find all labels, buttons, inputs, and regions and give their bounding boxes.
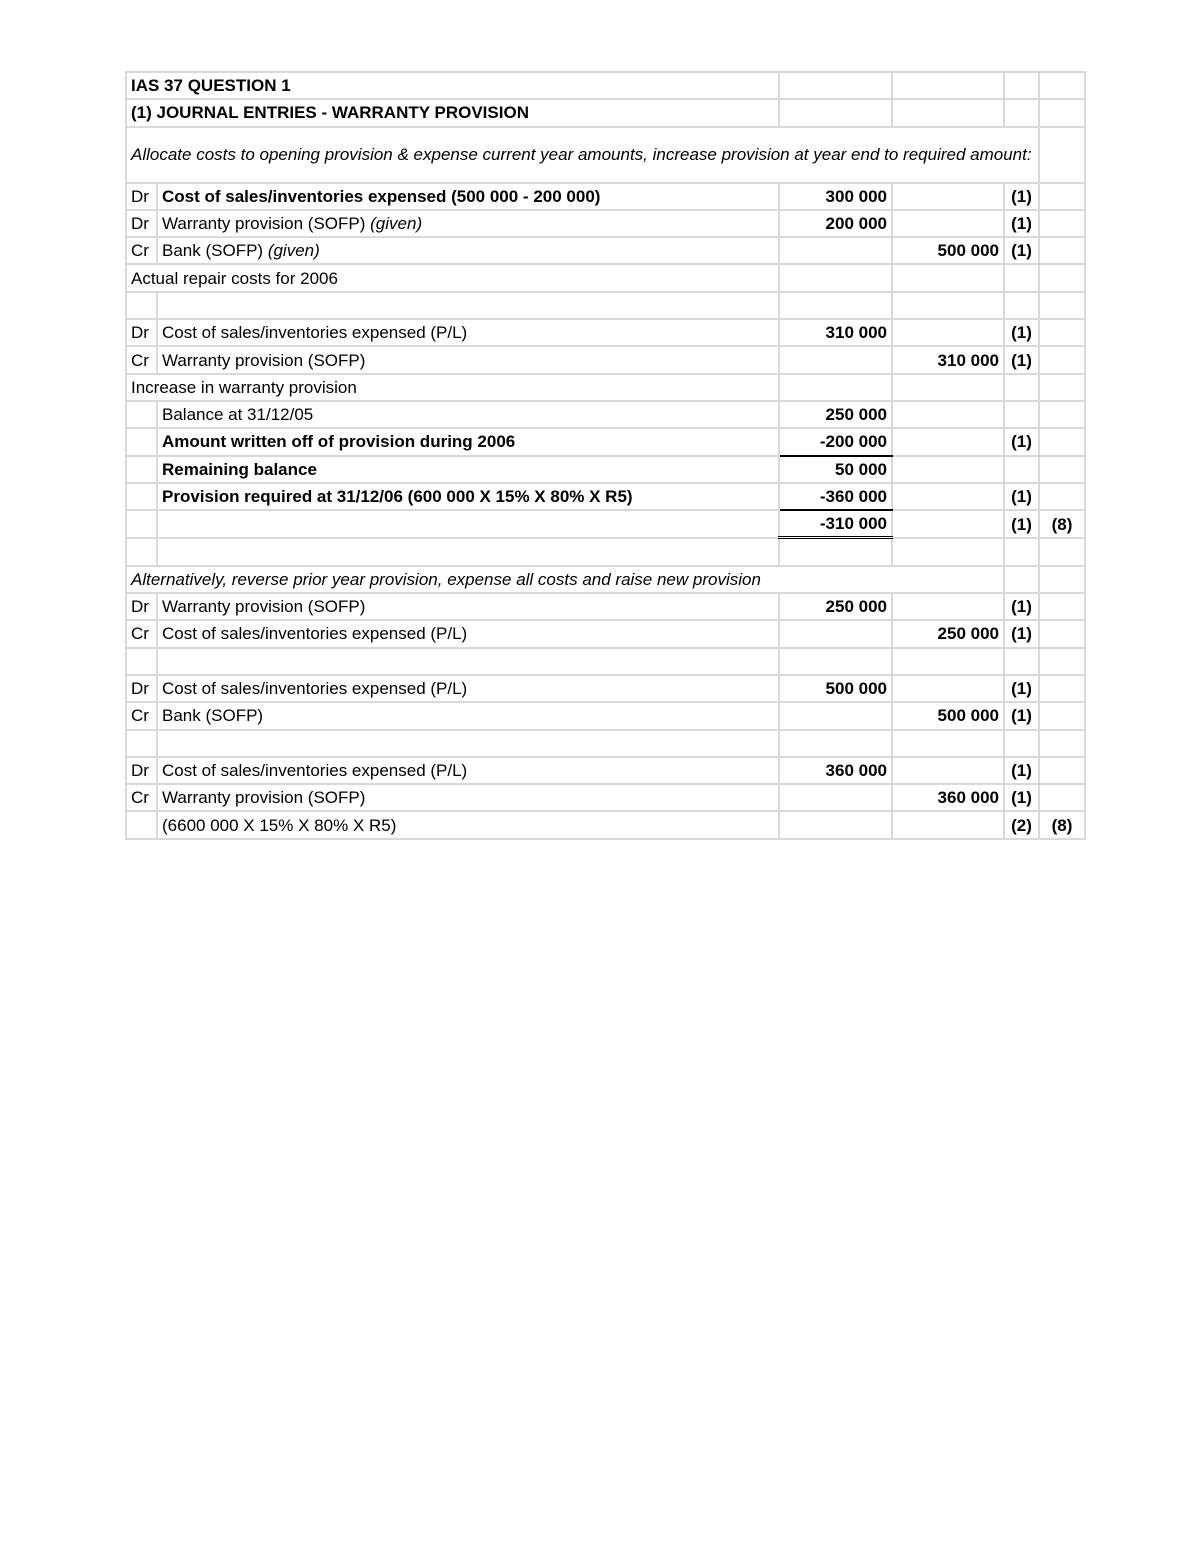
entry-credit (892, 183, 1004, 210)
entry-mark: (1) (1004, 620, 1039, 647)
entry-account: Cost of sales/inventories expensed (P/L) (157, 319, 779, 346)
journal-row (126, 702, 1085, 729)
total-mark: (1) (1004, 510, 1039, 538)
entry-credit (892, 319, 1004, 346)
total-value: -310 000 (779, 510, 892, 538)
entry-credit (892, 757, 1004, 784)
heading-row (126, 264, 1085, 291)
entry-side: Cr (126, 237, 157, 264)
section-heading: (1) JOURNAL ENTRIES - WARRANTY PROVISION (126, 99, 779, 126)
calc-value: -360 000 (779, 483, 892, 510)
entry-mark: (1) (1004, 210, 1039, 237)
calc-value: 50 000 (779, 456, 892, 483)
entry-account-cell (157, 237, 779, 264)
calc-row (126, 483, 1085, 510)
entry-account: Cost of sales/inventories expensed (P/L) (157, 757, 779, 784)
calc-row (126, 401, 1085, 428)
journal-row (126, 183, 1085, 210)
footnote-row (126, 811, 1085, 838)
calc-value: 250 000 (779, 401, 892, 428)
journal-row (126, 675, 1085, 702)
entry-mark: (1) (1004, 183, 1039, 210)
entry-credit: 500 000 (892, 702, 1004, 729)
entry-mark: (1) (1004, 757, 1039, 784)
journal-row (126, 319, 1085, 346)
entry-debit: 200 000 (779, 210, 892, 237)
entry-mark: (1) (1004, 237, 1039, 264)
footnote-mark: (2) (1004, 811, 1039, 838)
increase-heading: Increase in warranty provision (126, 374, 779, 401)
entry-side: Dr (126, 593, 157, 620)
entry-account: Warranty provision (SOFP) (162, 214, 371, 234)
instruction-row (126, 566, 1085, 593)
calculation-note: (6600 000 X 15% X 80% X R5) (157, 811, 779, 838)
entry-mark: (1) (1004, 593, 1039, 620)
entry-account: Warranty provision (SOFP) (157, 593, 779, 620)
entry-side: Cr (126, 784, 157, 811)
entry-credit: 360 000 (892, 784, 1004, 811)
entry-debit: 500 000 (779, 675, 892, 702)
blank-row (126, 730, 1085, 757)
entry-debit: 250 000 (779, 593, 892, 620)
entry-mark: (1) (1004, 319, 1039, 346)
blank-row (126, 648, 1085, 675)
calc-label: Provision required at 31/12/06 (600 000 X 15% X 80% X R5) (157, 483, 779, 510)
entry-account: Warranty provision (SOFP) (157, 784, 779, 811)
calc-label: Amount written off of provision during 2006 (157, 428, 779, 455)
entry-note: (given) (267, 241, 320, 261)
entry-credit (892, 675, 1004, 702)
entry-account: Cost of sales/inventories expensed (500 000 - 200 000) (157, 183, 779, 210)
journal-row (126, 346, 1085, 373)
entry-side: Dr (126, 183, 157, 210)
journal-row (126, 620, 1085, 647)
blank-row (126, 538, 1085, 566)
entry-side: Dr (126, 757, 157, 784)
entry-mark: (1) (1004, 784, 1039, 811)
entry-debit: 310 000 (779, 319, 892, 346)
entry-mark: (1) (1004, 702, 1039, 729)
calc-mark (1004, 401, 1039, 428)
entry-debit (779, 620, 892, 647)
entry-note: (given) (370, 214, 423, 234)
journal-row (126, 757, 1085, 784)
journal-entries-table (125, 71, 1086, 840)
journal-row (126, 237, 1085, 264)
blank-row (126, 292, 1085, 319)
entry-credit (892, 593, 1004, 620)
entry-debit: 300 000 (779, 183, 892, 210)
entry-credit: 500 000 (892, 237, 1004, 264)
entry-account: Warranty provision (SOFP) (157, 346, 779, 373)
entry-debit: 360 000 (779, 757, 892, 784)
journal-row (126, 784, 1085, 811)
total-row (126, 510, 1085, 538)
calc-value: -200 000 (779, 428, 892, 455)
calc-row (126, 456, 1085, 483)
entry-side: Dr (126, 319, 157, 346)
calc-label: Remaining balance (157, 456, 779, 483)
heading-row (126, 374, 1085, 401)
section-subtotal: (8) (1039, 510, 1085, 538)
entry-side: Dr (126, 210, 157, 237)
entry-credit: 250 000 (892, 620, 1004, 647)
method2-instruction: Alternatively, reverse prior year provision, expense all costs and raise new provision (126, 566, 1004, 593)
entry-debit (779, 702, 892, 729)
calc-label: Balance at 31/12/05 (157, 401, 779, 428)
entry-side: Cr (126, 702, 157, 729)
journal-row (126, 593, 1085, 620)
method1-instruction: Allocate costs to opening provision & expense current year amounts, increase provision at year end to required amount: (126, 127, 1039, 183)
entry-debit (779, 346, 892, 373)
instruction-row (126, 127, 1085, 183)
entry-side: Cr (126, 346, 157, 373)
entry-debit (779, 237, 892, 264)
entry-account: Cost of sales/inventories expensed (P/L) (157, 675, 779, 702)
entry-account: Bank (SOFP) (162, 241, 268, 261)
entry-debit (779, 784, 892, 811)
entry-mark: (1) (1004, 346, 1039, 373)
journal-row (126, 210, 1085, 237)
calc-mark: (1) (1004, 483, 1039, 510)
entry-account: Bank (SOFP) (157, 702, 779, 729)
entry-side: Dr (126, 675, 157, 702)
entry-credit (892, 210, 1004, 237)
subtitle-row (126, 99, 1085, 126)
calc-mark: (1) (1004, 428, 1039, 455)
entry-account-cell (157, 210, 779, 237)
document-title: IAS 37 QUESTION 1 (126, 72, 779, 99)
entry-mark: (1) (1004, 675, 1039, 702)
title-row (126, 72, 1085, 99)
calc-row (126, 428, 1085, 455)
actual-costs-heading: Actual repair costs for 2006 (126, 264, 779, 291)
calc-mark (1004, 456, 1039, 483)
entry-account: Cost of sales/inventories expensed (P/L) (157, 620, 779, 647)
section-subtotal: (8) (1039, 811, 1085, 838)
entry-side: Cr (126, 620, 157, 647)
entry-credit: 310 000 (892, 346, 1004, 373)
